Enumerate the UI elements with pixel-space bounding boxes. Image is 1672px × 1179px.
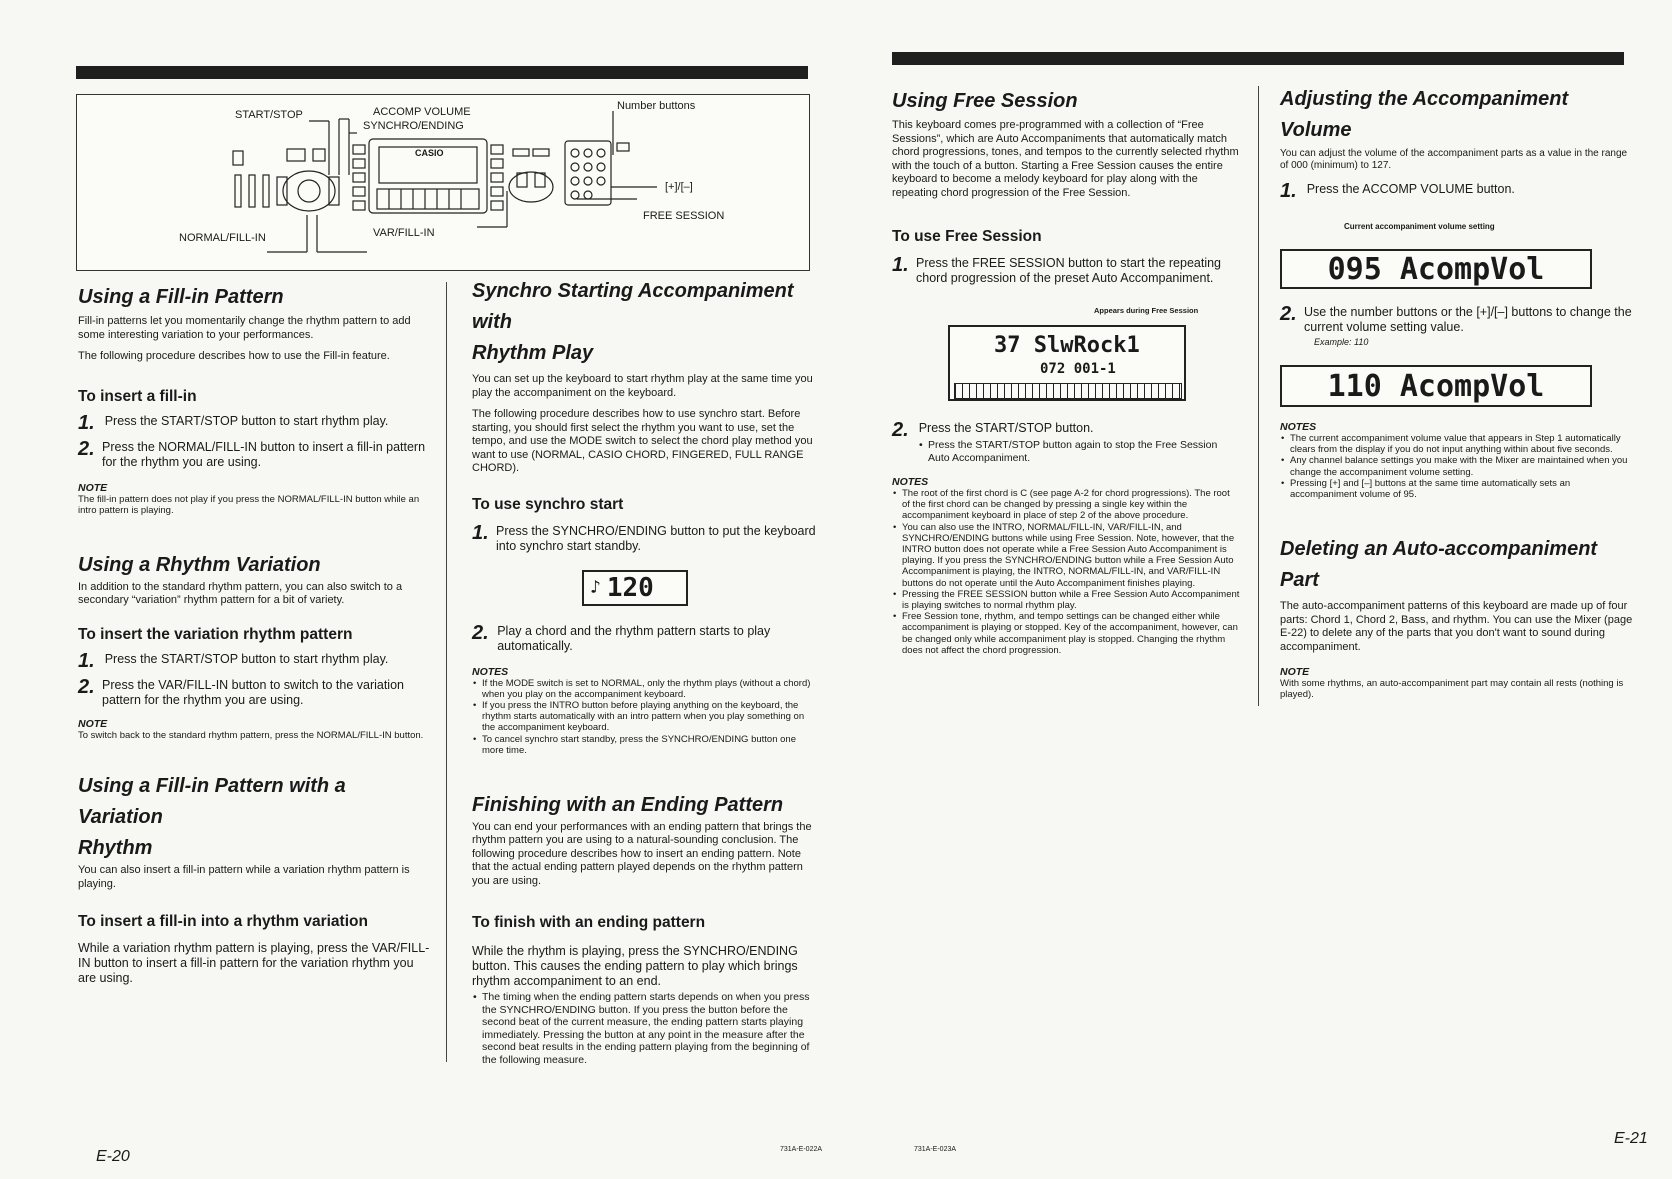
synchro-subhead: To use synchro start [472,495,624,513]
volume-note: • Pressing [+] and [–] buttons at the same time automatically sets an accompaniment volume of 95. [1290,478,1636,500]
variation-step-2: 2. Press the VAR/FILL-IN button to switch to the variation pattern for the rhythm you are using. [78,675,404,707]
volume-lcd-1: 095 AcompVol [1280,249,1592,289]
volume-note: • Any channel balance settings you make with the Mixer are maintained when you change the accompaniment volume setting. [1290,455,1636,477]
left-column-divider [446,282,447,1062]
volume-step-2: 2. Use the number buttons or the [+]/[–] buttons to change the current volume setting value. [1280,303,1632,334]
metronome-icon: ♪ [590,577,601,598]
deleting-body: The auto-accompaniment patterns of this keyboard are made up of four parts: Chord 1, Chord 2, Bass, and rhythm. You can use the Mixer (page E-22) to delete any of the parts that you don't want to sound during accompaniment. [1280,600,1633,653]
right-footer-code: 731A-E-023A [914,1146,957,1153]
label-plus-minus: [+]/[–] [665,181,693,193]
step2-bullet: • Press the START/STOP button again to stop the Free Session Auto Accompaniment. [928,439,1240,464]
volume-step-1: 1. Press the ACCOMP VOLUME button. [1280,180,1515,202]
volume-example: Example: 110 [1314,337,1369,347]
volume-intro: You can adjust the volume of the accompaniment parts as a value in the range of 000 (minimum) to 127. [1280,148,1628,171]
variation-intro: In addition to the standard rhythm pattern, you can also switch to a secondary “variation” rhythm pattern for a bit of variety. [78,580,403,607]
fill-in-procedure: The following procedure describes how to use the Fill-in feature. [78,350,390,362]
current-volume-label: Current accompaniment volume setting [1344,222,1495,231]
deleting-title: Deleting an Auto-accompaniment Part [1280,538,1598,592]
keyboard-strip [954,383,1182,399]
right-column-divider [1258,86,1259,706]
synchro-title-1: Synchro Starting Accompaniment with [472,280,794,333]
free-session-notes [892,488,1240,656]
synchro-title-2: Rhythm Play [472,342,594,364]
ending-bullet: • The timing when the ending pattern starts depends on when you press the SYNCHRO/ENDING button. If you press the button before the second beat of the current measure, the ending pattern starts playing immediately. Pressing the button at any point in the measure after the second beat results in the ending pattern playing from the beginning of the following measure. [482,991,818,1066]
label-free-session: FREE SESSION [643,210,725,222]
free-session-column [892,86,1240,656]
ending-subhead: To finish with an ending pattern [472,914,706,932]
left-header-bar [76,66,808,79]
label-normal-fill-in: NORMAL/FILL-IN [179,232,266,244]
free-session-step-2: 2. Press the START/STOP button. [892,419,1094,441]
free-session-lcd: 37 SlwRock1 072 001-1 [948,325,1186,401]
variation-step-1: 1. Press the START/STOP button to start rhythm play. [78,649,389,672]
free-session-step-1: 1. Press the FREE SESSION button to start the repeating chord progression of the preset Auto Accompaniment. [892,254,1222,285]
synchro-notes [472,678,818,756]
synchro-note: • If you press the INTRO button before playing anything on the keyboard, the rhythm starts automatically with an intro pattern when you play something on the accompaniment keyboard. [482,700,818,734]
free-session-intro: This keyboard comes pre-programmed with a collection of “Free Sessions”, which are Auto Accompaniments that automatically match chord progressions, tones, and tempos to the currently selected rhythm with the touch of a button. Starting a Free Session causes the entire keyboard to become a melody keyboard for play along with the repeating chord progression of the Free Session. [892,119,1239,199]
fill-var-title-1: Using a Fill-in Pattern with a Variation [78,775,346,829]
synchro-step-1: 1. Press the SYNCHRO/ENDING button to put the keyboard into synchro start standby. [472,521,816,553]
label-number-buttons: Number buttons [617,100,696,112]
fill-in-step-2: 2. Press the NORMAL/FILL-IN button to insert a fill-in pattern for the rhythm you are using. [78,437,426,469]
right-header-bar [892,52,1624,65]
free-session-note: • The root of the first chord is C (see page A-2 for chord progressions). The root of the first chord can be changed by pressing a single key within the accompaniment keyboard in place of step 2 of the above procedure. [902,488,1240,522]
ending-title: Finishing with an Ending Pattern [472,793,784,816]
keyboard-diagram [76,94,810,271]
variation-note-label: NOTE [78,717,108,730]
fill-var-subhead: To insert a fill-in into a rhythm variation [78,913,368,931]
fill-in-note: The fill-in pattern does not play if you press the NORMAL/FILL-IN button while an intro pattern is playing. [78,493,420,516]
free-session-title: Using Free Session [892,90,1078,112]
middle-column [472,276,818,1066]
fill-in-note-label: NOTE [78,481,108,494]
free-session-notes-label: NOTES [892,476,929,488]
left-page-number: E-20 [96,1148,130,1165]
free-session-subhead: To use Free Session [892,228,1042,245]
ending-intro: You can end your performances with an ending pattern that brings the rhythm pattern you are using to a natural-sounding conclusion. The following procedure describes how to insert an ending pattern. Note that the actual ending pattern played depends on the rhythm pattern you are using. [472,820,812,887]
variation-subhead: To insert the variation rhythm pattern [78,625,353,643]
volume-notes-label: NOTES [1280,421,1317,433]
left-footer-code: 731A-E-022A [780,1146,823,1153]
free-session-step2-bullets [918,439,1240,464]
synchro-note: • If the MODE switch is set to NORMAL, only the rhythm plays (without a chord) when you play on the accompaniment keyboard. [482,678,818,700]
synchro-procedure: The following procedure describes how to use synchro start. Before starting, you should first select the rhythm you want to use, set the tempo, and use the MODE switch to select the chord play method you want to use (NORMAL, CASIO CHORD, FINGERED, FULL RANGE CHORD). [472,408,813,474]
volume-notes [1280,433,1636,500]
ending-body: While the rhythm is playing, press the SYNCHRO/ENDING button. This causes the ending pattern to play which brings rhythm accompaniment to an end. [472,944,798,989]
fill-in-intro: Fill-in patterns let you momentarily change the rhythm pattern to add some interesting variation to your performances. [78,315,411,341]
variation-note: To switch back to the standard rhythm pattern, press the NORMAL/FILL-IN button. [78,729,424,741]
label-accomp-volume: ACCOMP VOLUME [373,106,471,118]
synchro-intro: You can set up the keyboard to start rhythm play at the same time you play the accompaniment on the keyboard. [472,373,813,399]
fill-var-body: While a variation rhythm pattern is playing, press the VAR/FILL-IN button to insert a fill-in pattern for the variation rhythm you are using. [78,941,430,986]
volume-note: • The current accompaniment volume value that appears in Step 1 automatically clears from the display if you do not input anything within about five seconds. [1290,433,1636,455]
label-var-fill-in: VAR/FILL-IN [373,227,435,239]
deleting-note-label: NOTE [1280,666,1310,679]
fill-in-step-1: 1. Press the START/STOP button to start rhythm play. [78,411,389,434]
label-start-stop: START/STOP [235,109,303,121]
left-column [78,282,434,986]
fill-var-title-2: Rhythm [78,837,153,860]
fill-in-title: Using a Fill-in Pattern [78,286,284,308]
deleting-note: With some rhythms, an auto-accompaniment part may contain all rests (nothing is played). [1280,678,1624,701]
synchro-notes-label: NOTES [472,665,509,678]
fill-var-intro: You can also insert a fill-in pattern while a variation rhythm pattern is playing. [78,864,410,890]
free-session-note: • Free Session tone, rhythm, and tempo settings can be changed either while accompaniment is playing or stopped. Key of the accompaniment, however, can be changed only while accompaniment play is stopped. Changing the rhythm does not affect the chord progression. [902,611,1240,656]
variation-title: Using a Rhythm Variation [78,553,321,576]
volume-column [1280,84,1636,701]
free-session-note: • Pressing the FREE SESSION button while a Free Session Auto Accompaniment is playing switches to normal rhythm play. [902,589,1240,611]
appears-label: Appears during Free Session [1094,306,1199,315]
label-synchro-ending: SYNCHRO/ENDING [363,120,464,132]
free-session-note: • You can also use the INTRO, NORMAL/FILL-IN, VAR/FILL-IN, and SYNCHRO/ENDING buttons while using Free Session. Note, however, that the INTRO button does not operate while a Free Session Auto Accompaniment is playing. If you press the SYNCHRO/ENDING button while a Free Session Auto Accompaniment is playing, the INTRO, NORMAL/FILL-IN, and VAR/FILL-IN buttons do not operate until the Auto Accompaniment finishes playing. [902,522,1240,589]
fill-in-subhead: To insert a fill-in [78,387,197,405]
right-page-number: E-21 [1614,1130,1648,1147]
casio-logo: CASIO [415,148,444,158]
volume-lcd-2: 110 AcompVol [1280,365,1592,407]
synchro-lcd: ♪ 120 [582,570,688,606]
synchro-note: • To cancel synchro start standby, press the SYNCHRO/ENDING button one more time. [482,734,818,756]
volume-title: Adjusting the Accompaniment Volume [1280,88,1569,141]
synchro-step-2: 2. Play a chord and the rhythm pattern starts to play automatically. [472,621,771,653]
ending-bullets [472,991,818,1066]
